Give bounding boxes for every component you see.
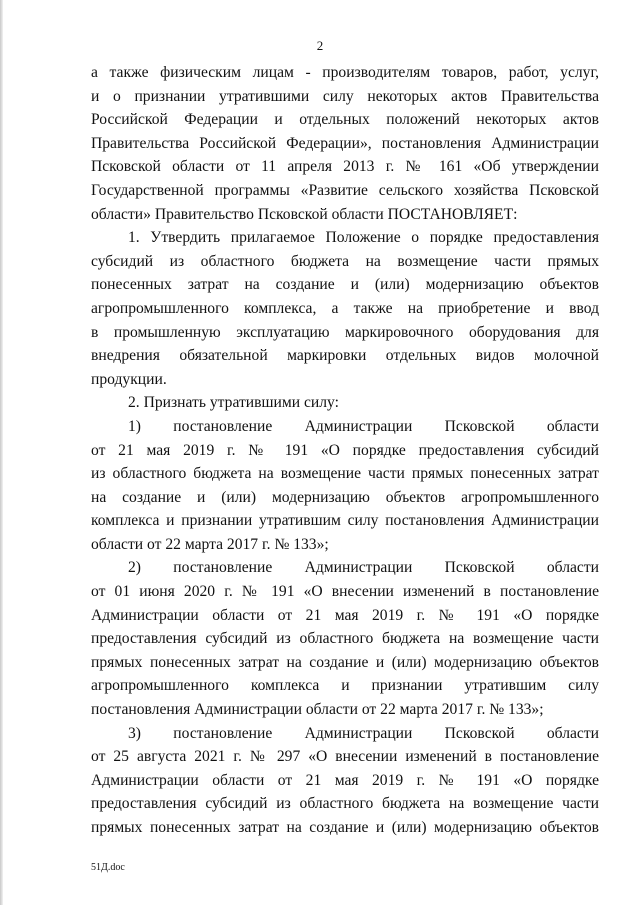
text-line: прямых понесенных затрат на создание и (или) модернизацию объектов	[91, 653, 599, 671]
text-line: и о признании утратившими силу некоторых актов Правительства	[91, 87, 599, 105]
scan-edge-shadow	[0, 0, 3, 905]
text-line: области от 22 марта 2017 г. № 133»;	[91, 535, 329, 553]
text-line: Псковской области от 11 апреля 2013 г. № 161 «Об утверждении	[91, 158, 599, 176]
text-line: Российской Федерации и отдельных положений некоторых актов	[91, 111, 599, 129]
text-line: Администрации области от 21 мая 2019 г. № 191 «О порядке	[91, 606, 599, 624]
footer-filename: 51Д.doc	[91, 862, 125, 873]
document-body	[91, 61, 599, 840]
text-line: внедрения обязательной маркировки отдельных видов молочной	[91, 347, 599, 365]
text-line: Правительства Российской Федерации», постановления Администрации	[91, 134, 599, 152]
text-line: 2) постановление Администрации Псковской области	[128, 559, 599, 577]
text-line: Государственной программы «Развитие сельского хозяйства Псковской	[91, 181, 599, 199]
text-line: области» Правительство Псковской области ПОСТАНОВЛЯЕТ:	[91, 205, 518, 223]
text-line: постановления Администрации области от 22 марта 2017 г. № 133»;	[91, 701, 544, 719]
text-line: а также физическим лицам - производителям товаров, работ, услуг,	[91, 64, 599, 81]
text-line: понесенных затрат на создание и (или) модернизацию объектов	[91, 276, 599, 294]
text-line: от 21 мая 2019 г. № 191 «О порядке предоставления субсидий	[91, 441, 599, 459]
text-line: 1. Утвердить прилагаемое Положение о порядке предоставления	[128, 229, 599, 247]
text-line: из областного бюджета на возмещение части прямых понесенных затрат	[91, 465, 599, 483]
text-line: в промышленную эксплуатацию маркировочного оборудования для	[91, 323, 599, 341]
text-line: 2. Признать утратившими силу:	[128, 394, 339, 412]
text-line: от 25 августа 2021 г. № 297 «О внесении изменений в постановление	[91, 748, 599, 766]
text-line: агропромышленного комплекса и признании утратившим силу	[91, 677, 599, 695]
text-line: Администрации области от 21 мая 2019 г. № 191 «О порядке	[91, 771, 599, 789]
text-line: на создание и (или) модернизацию объектов агропромышленного	[91, 488, 599, 506]
text-line: субсидий из областного бюджета на возмещение части прямых	[91, 252, 599, 270]
text-line: 1) постановление Администрации Псковской области	[128, 417, 599, 435]
text-line: комплекса и признании утратившим силу постановления Администрации	[91, 512, 599, 530]
page-number: 2	[316, 38, 324, 53]
text-line: предоставления субсидий из областного бюджета на возмещение части	[91, 630, 599, 648]
text-line: продукции.	[91, 370, 167, 388]
text-line: предоставления субсидий из областного бюджета на возмещение части	[91, 795, 599, 813]
text-line: 3) постановление Администрации Псковской области	[128, 724, 599, 742]
text-line: прямых понесенных затрат на создание и (или) модернизацию объектов	[91, 819, 599, 836]
text-line: агропромышленного комплекса, а также на приобретение и ввод	[91, 299, 599, 317]
text-line: от 01 июня 2020 г. № 191 «О внесении изменений в постановление	[91, 583, 599, 601]
